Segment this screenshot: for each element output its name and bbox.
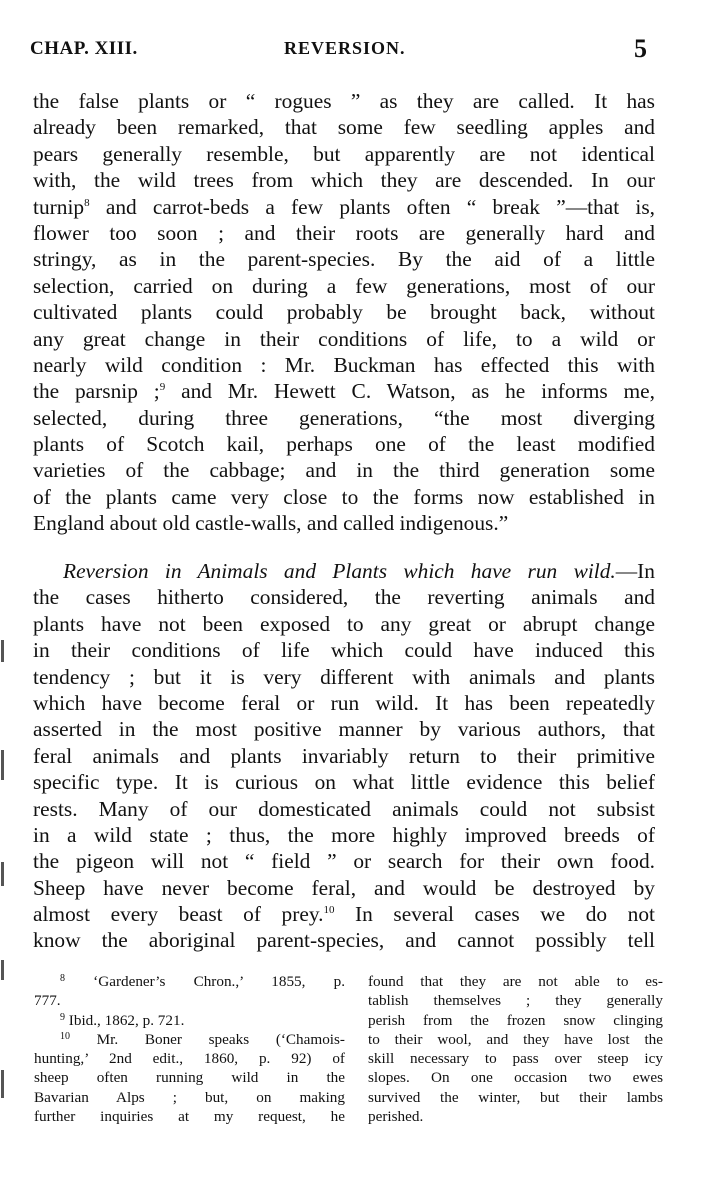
footnote-text: Ibid., 1862, p. 721. [68, 1011, 185, 1029]
paragraph-continuation [33, 88, 655, 537]
footnote-line: sheep often running wild in the [34, 1069, 345, 1087]
text-line: selected, during three generations, “the most diverging [33, 405, 655, 430]
text-line: which have become feral or run wild. It has been repeatedly [33, 690, 655, 715]
footnote-mark: 9 [60, 1011, 65, 1023]
text-line: in a wild state ; thus, the more highly improved breeds of [33, 822, 655, 847]
text-line: of the plants came very close to the forms now established in [33, 484, 655, 509]
page-header [0, 34, 705, 68]
page-number: 5 [634, 34, 647, 63]
footnote-line [34, 1030, 345, 1049]
text-line: England about old castle-walls, and called indigenous.” [33, 511, 509, 536]
text-line: any great change in their conditions of life, to a wild or [33, 326, 655, 351]
word-parsnip: the parsnip ; [33, 379, 160, 404]
footnote-line: skill necessary to pass over steep icy [368, 1050, 663, 1068]
footnote-line: hunting,’ 2nd edit., 1860, p. 92) of [34, 1050, 345, 1068]
text-line: cultivated plants could probably be brought back, without [33, 300, 655, 325]
text-line: nearly wild condition : Mr. Buckman has effected this with [33, 352, 655, 377]
footnote-line: perished. [368, 1108, 424, 1126]
text-line: with, the wild trees from which they are descended. In our [33, 168, 655, 193]
text-line: in their conditions of life which could have induced this [33, 638, 655, 663]
footnote-line: found that they are not able to es- [368, 973, 663, 990]
line-rest: and Mr. Hewett C. Watson, as he informs me, [181, 379, 655, 404]
text-line [33, 194, 655, 220]
scan-mark [1, 750, 4, 780]
footnote-line: Bavarian Alps ; but, on making [34, 1088, 345, 1106]
text-line: know the aboriginal parent-species, and cannot possibly tell [33, 928, 655, 953]
line-rest: and carrot-beds a few plants often “ break ”—that is, [105, 194, 655, 219]
footnote-line: to their wool, and they have lost the [368, 1030, 663, 1048]
word-turnip: turnip [33, 194, 85, 219]
section-heading: Reversion in Animals and Plants which have run wild. [63, 559, 616, 583]
line-rest: In several cases we do not [355, 902, 655, 927]
text-line: specific type. It is curious on what little evidence this belief [33, 770, 655, 795]
footnote-text: Mr. Boner speaks (‘Chamois- [96, 1030, 345, 1048]
text-line: asserted in the most positive manner by various authors, that [33, 717, 655, 742]
text-line: the false plants or “ rogues ” as they are called. It has [33, 89, 655, 113]
text-line: pears generally resemble, but apparently are not identical [33, 141, 655, 166]
scan-mark [1, 960, 4, 980]
footnote-line: slopes. On one occasion two ewes [368, 1069, 663, 1087]
scan-mark [1, 1070, 4, 1098]
text-line: rests. Many of our domesticated animals could not subsist [33, 796, 655, 821]
footnote-text: ‘Gardener’s Chron.,’ 1855, p. [93, 973, 345, 990]
text-line: the cases hitherto considered, the reverting animals and [33, 585, 655, 610]
text-line: selection, carried on during a few generations, most of our [33, 273, 655, 298]
text-line: Sheep have never become feral, and would be destroyed by [33, 875, 655, 900]
paragraph-reversion-wild [33, 558, 655, 954]
scan-margin-artifacts [0, 600, 6, 1120]
footnote-line [34, 1011, 345, 1030]
footnote-line: perish from the frozen snow clinging [368, 1011, 663, 1029]
footnote-ref-10: 10 [323, 904, 335, 917]
text-line [33, 378, 655, 404]
text-line: plants of Scotch kail, perhaps one of the least modified [33, 432, 655, 457]
scan-mark [1, 640, 4, 662]
scan-mark [1, 862, 4, 886]
footnote-mark: 8 [60, 973, 65, 984]
footnote-line: survived the winter, but their lambs [368, 1088, 663, 1106]
footnote-line: further inquiries at my request, he [34, 1108, 345, 1126]
footnote-line: tablish themselves ; they generally [368, 992, 663, 1010]
footnotes-right-column [368, 972, 663, 1126]
text-line: tendency ; but it is very different with animals and plants [33, 664, 655, 689]
text-line [33, 558, 655, 584]
text-line [33, 901, 655, 927]
text-line: already been remarked, that some few seedling apples and [33, 115, 655, 140]
chapter-label: CHAP. XIII. [30, 38, 138, 59]
footnote-ref-9: 9 [159, 381, 166, 394]
running-title: REVERSION. [284, 38, 406, 58]
text-line: flower too soon ; and their roots are generally hard and [33, 220, 655, 245]
text-line: the pigeon will not “ field ” or search for their own food. [33, 849, 655, 874]
line-start: almost every beast of prey. [33, 902, 324, 927]
text-line: stringy, as in the parent-species. By the aid of a little [33, 247, 655, 272]
footnotes-left-column [34, 972, 345, 1126]
heading-tail: —In [615, 559, 655, 583]
footnote-line: 777. [34, 992, 61, 1010]
footnote-line [34, 972, 345, 991]
footnote-ref-8: 8 [84, 196, 90, 209]
text-line: varieties of the cabbage; and in the third generation some [33, 458, 655, 483]
footnote-mark: 10 [60, 1030, 70, 1042]
text-line: plants have not been exposed to any great or abrupt change [33, 611, 655, 636]
text-line: feral animals and plants invariably return to their primitive [33, 743, 655, 768]
